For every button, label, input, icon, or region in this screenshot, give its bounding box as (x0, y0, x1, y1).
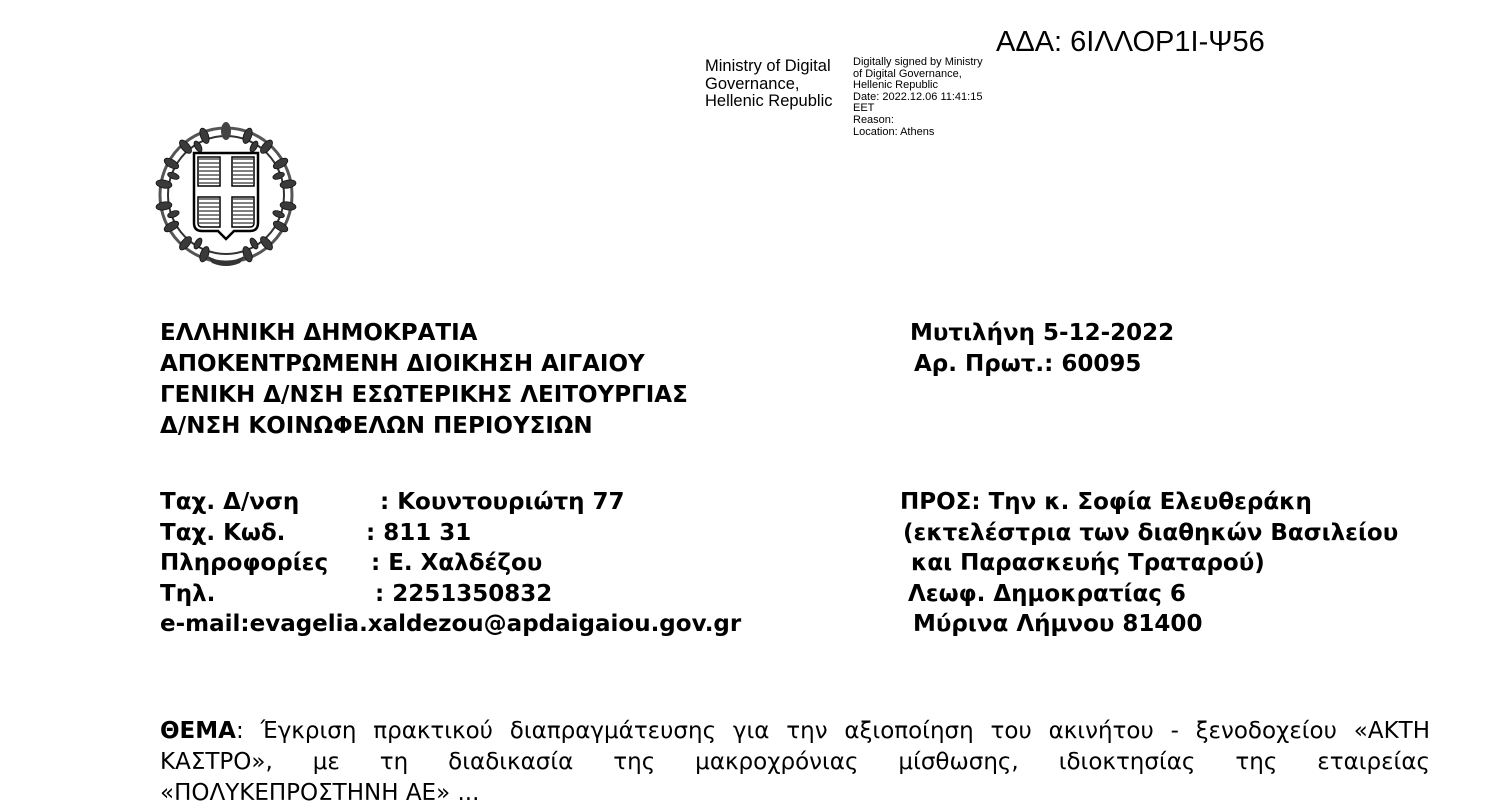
protocol-number: Αρ. Πρωτ.: 60095 (914, 351, 1142, 377)
issuer-line: ΑΠΟΚΕΝΤΡΩΜΕΝΗ ΔΙΟΙΚΗΣΗ ΑΙΓΑΙΟΥ (160, 351, 645, 377)
subject-label: ΘΕΜΑ (160, 718, 236, 744)
signature-timezone: EET (853, 102, 875, 115)
signature-signer (705, 58, 832, 111)
contact-row-phone (160, 579, 741, 610)
contact-label: Τηλ. (160, 580, 216, 607)
recipient-line: ΠΡΟΣ: Την κ. Σοφία Ελευθεράκη (900, 489, 1312, 515)
contact-row-address (160, 487, 741, 518)
signature-detail-line: Digitally signed by Ministry (853, 56, 983, 68)
contact-block (160, 487, 741, 640)
recipient-line: και Παρασκευής Τραταρού) (911, 550, 1265, 576)
contact-label: e-mail: (160, 611, 250, 637)
signer-line: Hellenic Republic (705, 92, 833, 110)
greek-coat-of-arms-icon (154, 121, 298, 269)
issuer-block (160, 318, 688, 442)
contact-row-email (160, 609, 741, 640)
signature-location: Location: Athens (853, 125, 935, 138)
date-protocol-block (910, 318, 1174, 380)
contact-value: : 2251350832 (375, 580, 553, 607)
signature-date: Date: 2022.12.06 11:41:15 (853, 90, 983, 103)
signature-details (853, 57, 983, 138)
document-date: Μυτιλήνη 5-12-2022 (910, 320, 1175, 346)
recipient-line: Μύρινα Λήμνου 81400 (913, 611, 1203, 637)
recipient-block (900, 487, 1398, 640)
contact-value: : Κουντουριώτη 77 (380, 489, 625, 515)
subject-line (160, 716, 1430, 747)
signer-line: Ministry of Digital (705, 57, 831, 75)
ada-number: ΑΔΑ: 6ΙΛΛΟΡ1Ι-Ψ56 (996, 26, 1265, 58)
subject-block (160, 716, 1430, 809)
contact-label: Ταχ. Δ/νση (160, 489, 300, 515)
contact-label: Ταχ. Κωδ. (160, 519, 286, 546)
contact-value: : Ε. Χαλδέζου (371, 550, 543, 576)
subject-line: «ΠΟΛΥΚΕΠΡΟΣΤΗΝΗ ΑΕ» ... (160, 780, 480, 806)
contact-row-postcode (160, 518, 741, 549)
signature-detail-line: Hellenic Republic (853, 79, 938, 92)
subject-line: ΚΑΣΤΡΟ», με τη διαδικασία της μακροχρόνιας μίσθωσης, ιδιοκτησίας της εταιρείας (160, 749, 1430, 775)
signature-detail-line: of Digital Governance, (853, 67, 962, 80)
email-link[interactable]: evagelia.xaldezou@apdaigaiou.gov.gr (249, 611, 742, 637)
contact-value: : 811 31 (366, 519, 472, 546)
subject-text: : Έγκριση πρακτικού διαπραγμάτευσης για την αξιοποίηση του ακινήτου - ξενοδοχείου «ΑΚΤΗ (235, 718, 1430, 744)
contact-row-info (160, 548, 741, 579)
recipient-line: Λεωφ. Δημοκρατίας 6 (908, 580, 1186, 607)
contact-label: Πληροφορίες (160, 550, 329, 576)
signer-line: Governance, (705, 74, 800, 93)
signature-reason: Reason: (853, 113, 894, 126)
issuer-line: Δ/ΝΣΗ ΚΟΙΝΩΦΕΛΩΝ ΠΕΡΙΟΥΣΙΩΝ (160, 413, 593, 439)
recipient-line: (εκτελέστρια των διαθηκών Βασιλείου (903, 519, 1399, 546)
issuer-line: ΕΛΛΗΝΙΚΗ ΔΗΜΟΚΡΑΤΙΑ (160, 320, 478, 346)
issuer-line: ΓΕΝΙΚΗ Δ/ΝΣΗ ΕΣΩΤΕΡΙΚΗΣ ΛΕΙΤΟΥΡΓΙΑΣ (160, 382, 688, 408)
